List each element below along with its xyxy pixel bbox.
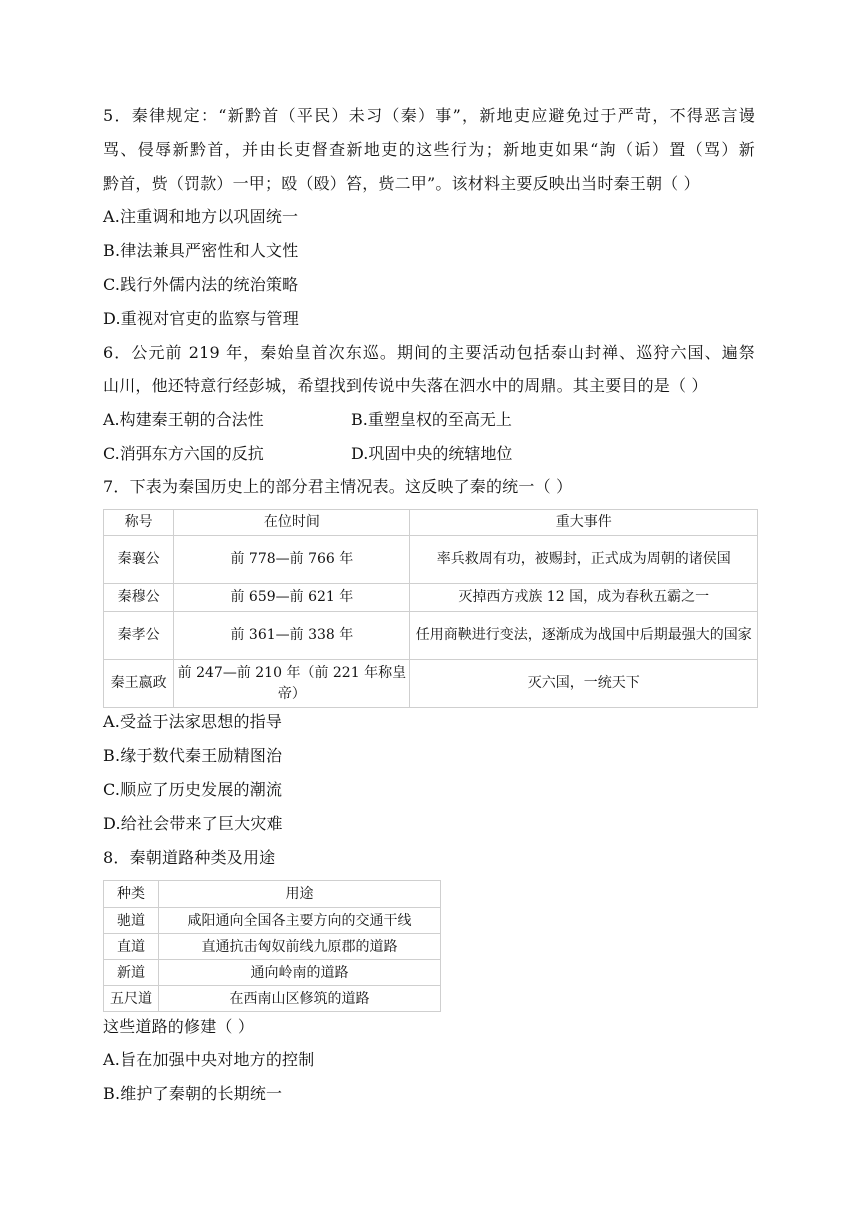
q5-option-a: A.注重调和地方以巩固统一: [103, 207, 299, 226]
table-cell: 驰道: [104, 908, 159, 934]
q8-option-b: B.维护了秦朝的长期统一: [103, 1084, 283, 1103]
table-cell: 灭六国，一统天下: [410, 660, 758, 708]
table-header-cell: 重大事件: [410, 510, 758, 536]
table-row: [104, 584, 758, 612]
table-cell: 直通抗击匈奴前线九原郡的道路: [159, 934, 441, 960]
table-cell: 通向岭南的道路: [159, 960, 441, 986]
table-header-cell: 用途: [159, 881, 441, 908]
table-cell: 秦王嬴政: [104, 660, 174, 708]
table-cell: 五尺道: [104, 986, 159, 1012]
q8-followup-stem: 这些道路的修建（ ）: [103, 1017, 255, 1036]
table-header-row: [104, 881, 441, 908]
q8-option-a: A.旨在加强中央对地方的控制: [103, 1050, 315, 1069]
q5-option-c: C.践行外儒内法的统治策略: [103, 275, 299, 294]
table-header-cell: 种类: [104, 881, 159, 908]
q7-option-a: A.受益于法家思想的指导: [103, 712, 283, 731]
table-cell: 率兵救周有功，被赐封，正式成为周朝的诸侯国: [410, 536, 758, 584]
table-cell: 新道: [104, 960, 159, 986]
q5-stem-line-2: 骂、侵辱新黔首，并由长吏督查新地吏的这些行为；新地吏如果“訽（诟）置（骂）新: [103, 140, 755, 159]
q6-stem-line-1: 6．公元前 219 年，秦始皇首次东巡。期间的主要活动包括泰山封禅、巡狩六国、遍祭: [103, 343, 755, 362]
q6-stem-line-2: 山川，他还特意行经彭城，希望找到传说中失落在泗水中的周鼎。其主要目的是（ ）: [103, 376, 708, 395]
table-row: [104, 660, 758, 708]
roads-table: [103, 880, 441, 1012]
table-cell: 直道: [104, 934, 159, 960]
table-row: [104, 536, 758, 584]
table-row: [104, 908, 441, 934]
table-header-cell: 在位时间: [174, 510, 410, 536]
monarchs-table: [103, 509, 758, 708]
table-cell: 前 778—前 766 年: [174, 536, 410, 584]
table-cell: 秦孝公: [104, 612, 174, 660]
q8-stem: 8．秦朝道路种类及用途: [103, 848, 276, 867]
table-cell: 秦穆公: [104, 584, 174, 612]
table-row: [104, 934, 441, 960]
q7-option-c: C.顺应了历史发展的潮流: [103, 780, 283, 799]
table-cell: 秦襄公: [104, 536, 174, 584]
table-header-row: [104, 510, 758, 536]
table-row: [104, 960, 441, 986]
q7-option-d: D.给社会带来了巨大灾难: [103, 814, 283, 833]
q6-option-a: A.构建秦王朝的合法性: [103, 410, 264, 429]
table-cell: 灭掉西方戎族 12 国，成为春秋五霸之一: [410, 584, 758, 612]
table-row: [104, 986, 441, 1012]
q7-stem: 7．下表为秦国历史上的部分君主情况表。这反映了秦的统一（ ）: [103, 477, 573, 496]
table-cell: 前 247—前 210 年（前 221 年称皇帝）: [174, 660, 410, 708]
q5-option-d: D.重视对官吏的监察与管理: [103, 309, 299, 328]
q5-stem-line-3: 黔首，赀（罚款）一甲；殴（殴）笞，赀二甲”。该材料主要反映出当时秦王朝（ ）: [103, 174, 700, 193]
table-cell: 任用商鞅进行变法，逐渐成为战国中后期最强大的国家: [410, 612, 758, 660]
table-cell: 前 361—前 338 年: [174, 612, 410, 660]
table-cell: 在西南山区修筑的道路: [159, 986, 441, 1012]
table-row: [104, 612, 758, 660]
q6-option-d: D.巩固中央的统辖地位: [351, 444, 513, 463]
q6-option-b: B.重塑皇权的至高无上: [351, 410, 512, 429]
q5-stem-line-1: 5．秦律规定：“新黔首（平民）未习（秦）事”，新地吏应避免过于严苛，不得恶言谩: [103, 106, 755, 125]
q5-option-b: B.律法兼具严密性和人文性: [103, 241, 299, 260]
table-cell: 咸阳通向全国各主要方向的交通干线: [159, 908, 441, 934]
table-cell: 前 659—前 621 年: [174, 584, 410, 612]
q7-option-b: B.缘于数代秦王励精图治: [103, 746, 283, 765]
table-header-cell: 称号: [104, 510, 174, 536]
q6-option-c: C.消弭东方六国的反抗: [103, 444, 264, 463]
